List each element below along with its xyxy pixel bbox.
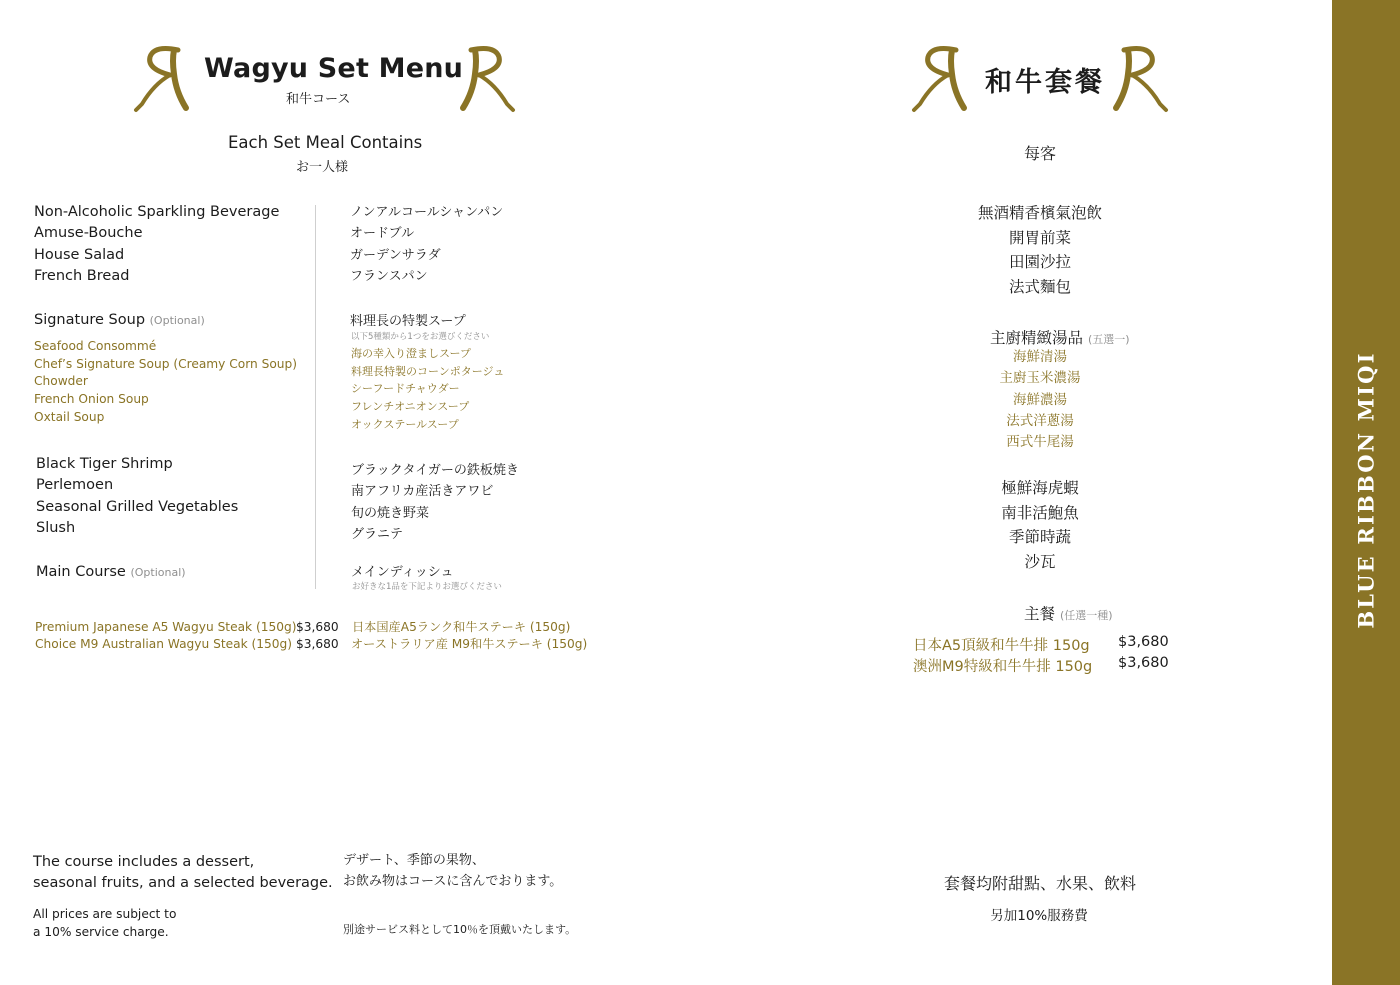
each-set-heading-zh: 每客 (1023, 144, 1057, 163)
list-item: 海の幸入り澄ましスープ (351, 347, 471, 360)
starters-list-zh (978, 201, 1102, 299)
main-note-jp: お好きな1品を下記よりお選びください (352, 582, 502, 592)
list-item: 季節時蔬 (1008, 528, 1072, 546)
list-item: Seasonal Grilled Vegetables (36, 498, 239, 515)
service-charge-en (33, 906, 176, 941)
list-item: ガーデンサラダ (350, 247, 441, 263)
soup-choice-note: (五選一) (1087, 333, 1130, 346)
list-item: 海鮮濃湯 (1013, 391, 1067, 408)
footer-note-jp (343, 850, 562, 893)
footer-line: a 10% service charge. (33, 924, 169, 939)
list-item: Non-Alcoholic Sparkling Beverage (34, 204, 280, 220)
gold-r-flourish-icon-right (1108, 44, 1168, 112)
list-item: ノンアルコールシャンパン (350, 205, 504, 220)
list-item: オックステールスープ (351, 417, 459, 431)
main-item-1-en: Premium Japanese A5 Wagyu Steak (150g) (35, 620, 297, 634)
list-item: Seafood Consommé (34, 339, 157, 353)
courses-list-en (36, 454, 238, 539)
service-charge-zh: 另加10%服務費 (990, 908, 1088, 924)
main-item-1-price: $3,680 (296, 620, 339, 634)
list-item: 法式洋蔥湯 (1006, 412, 1074, 429)
list-item: シーフードチャウダー (351, 382, 460, 396)
main-item-1-price-zh: $3,680 (1118, 634, 1169, 650)
main-item-1-jp: 日本国産A5ランク和牛ステーキ (150g) (352, 620, 571, 634)
main-item-2-jp: オーストラリア産 M9和牛ステーキ (150g) (351, 637, 588, 651)
footer-line: seasonal fruits, and a selected beverage. (33, 875, 333, 892)
main-course-label: Main Course (36, 564, 126, 580)
soup-heading (34, 310, 205, 331)
list-item: ブラックタイガーの鉄板焼き (351, 463, 519, 478)
brand-name: BLUE RIBBON MIQI (1353, 351, 1379, 629)
main-course-heading-zh (1024, 602, 1113, 624)
footer-line: All prices are subject to (33, 907, 177, 921)
main-course-heading (36, 562, 186, 583)
main-choice-note: (任選一種) (1059, 609, 1113, 622)
list-item: Slush (36, 519, 76, 536)
list-item: フランスパン (350, 268, 428, 284)
soup-note-jp: 以下5種類から1つをお選びください (351, 332, 490, 342)
main-course-label: 主餐 (1024, 605, 1056, 623)
starters-list-jp (350, 202, 503, 287)
soup-heading-label: 主廚精緻湯品 (990, 329, 1084, 347)
list-item: French Bread (34, 267, 130, 284)
list-item: 南アフリカ産活きアワビ (351, 484, 494, 500)
list-item: 旬の焼き野菜 (351, 505, 430, 521)
list-item: House Salad (34, 246, 125, 263)
main-item-2-en: Choice M9 Australian Wagyu Steak (150g) (35, 637, 293, 651)
gold-r-flourish-icon-left (912, 44, 972, 112)
main-item-1-zh: 日本A5頂級和牛牛排 150g (913, 638, 1090, 654)
list-item: Chef’s Signature Soup (Creamy Corn Soup) (34, 356, 298, 371)
soup-heading-label: Signature Soup (34, 312, 146, 328)
main-item-2-price-zh: $3,680 (1118, 655, 1169, 671)
main-course-heading-jp: メインディッシュ (351, 565, 454, 580)
each-set-heading-jp: お一人様 (296, 160, 349, 175)
menu-title-zh: 和牛套餐 (985, 67, 1105, 98)
soup-list-en (34, 338, 297, 427)
soup-list-zh (1000, 347, 1081, 453)
list-item: Oxtail Soup (34, 409, 105, 424)
list-item: 海鮮清湯 (1013, 349, 1067, 365)
list-item: グラニテ (351, 526, 404, 542)
gold-r-flourish-icon-left (134, 44, 194, 112)
list-item: 西式牛尾湯 (1006, 434, 1074, 451)
list-item: オードブル (350, 226, 415, 242)
list-item: 南非活鮑魚 (1001, 503, 1079, 522)
each-set-heading: Each Set Meal Contains (228, 133, 423, 152)
footer-line: The course includes a dessert, (33, 854, 255, 870)
menu-title: Wagyu Set Menu (204, 53, 464, 84)
soup-optional-note: (Optional) (149, 314, 205, 327)
soup-list-jp (351, 345, 504, 434)
list-item: Perlemoen (36, 477, 114, 494)
list-item: 法式麵包 (1008, 277, 1072, 296)
list-item: French Onion Soup (34, 392, 149, 407)
footer-line: デザート、季節の果物、 (343, 853, 485, 868)
list-item: 極鮮海虎蝦 (1001, 479, 1079, 497)
main-optional-note: (Optional) (130, 566, 186, 579)
service-charge-jp: 別途サービス料として10％を頂戴いたします。 (343, 923, 577, 936)
list-item: Chowder (34, 374, 88, 389)
list-item: 無酒精香檳氣泡飲 (977, 204, 1103, 222)
soup-heading-jp: 料理長の特製スープ (350, 314, 466, 329)
list-item: フレンチオニオンスープ (351, 400, 470, 414)
footer-note-zh: 套餐均附甜點、水果、飲料 (943, 874, 1137, 893)
list-item: 開胃前菜 (1008, 228, 1072, 247)
list-item: 沙瓦 (1024, 552, 1056, 571)
footer-note-en (33, 852, 333, 895)
gold-r-flourish-icon-right (455, 44, 515, 112)
main-item-2-zh: 澳洲M9特級和牛牛排 150g (913, 659, 1093, 675)
menu-title-jp: 和牛コース (286, 92, 351, 107)
footer-line: お飲み物はコースに含んでおります。 (343, 874, 563, 890)
column-divider (315, 205, 316, 589)
list-item: Amuse-Bouche (34, 225, 143, 242)
starters-list-en (34, 202, 279, 287)
list-item: 料理長特製のコーンポタージュ (351, 364, 505, 378)
list-item: 主廚玉米濃湯 (999, 370, 1081, 387)
courses-list-zh (1001, 476, 1079, 574)
main-item-2-price: $3,680 (296, 637, 339, 651)
soup-heading-zh (990, 326, 1130, 348)
list-item: Black Tiger Shrimp (36, 456, 173, 472)
list-item: 田園沙拉 (1008, 253, 1072, 271)
courses-list-jp (351, 460, 519, 545)
